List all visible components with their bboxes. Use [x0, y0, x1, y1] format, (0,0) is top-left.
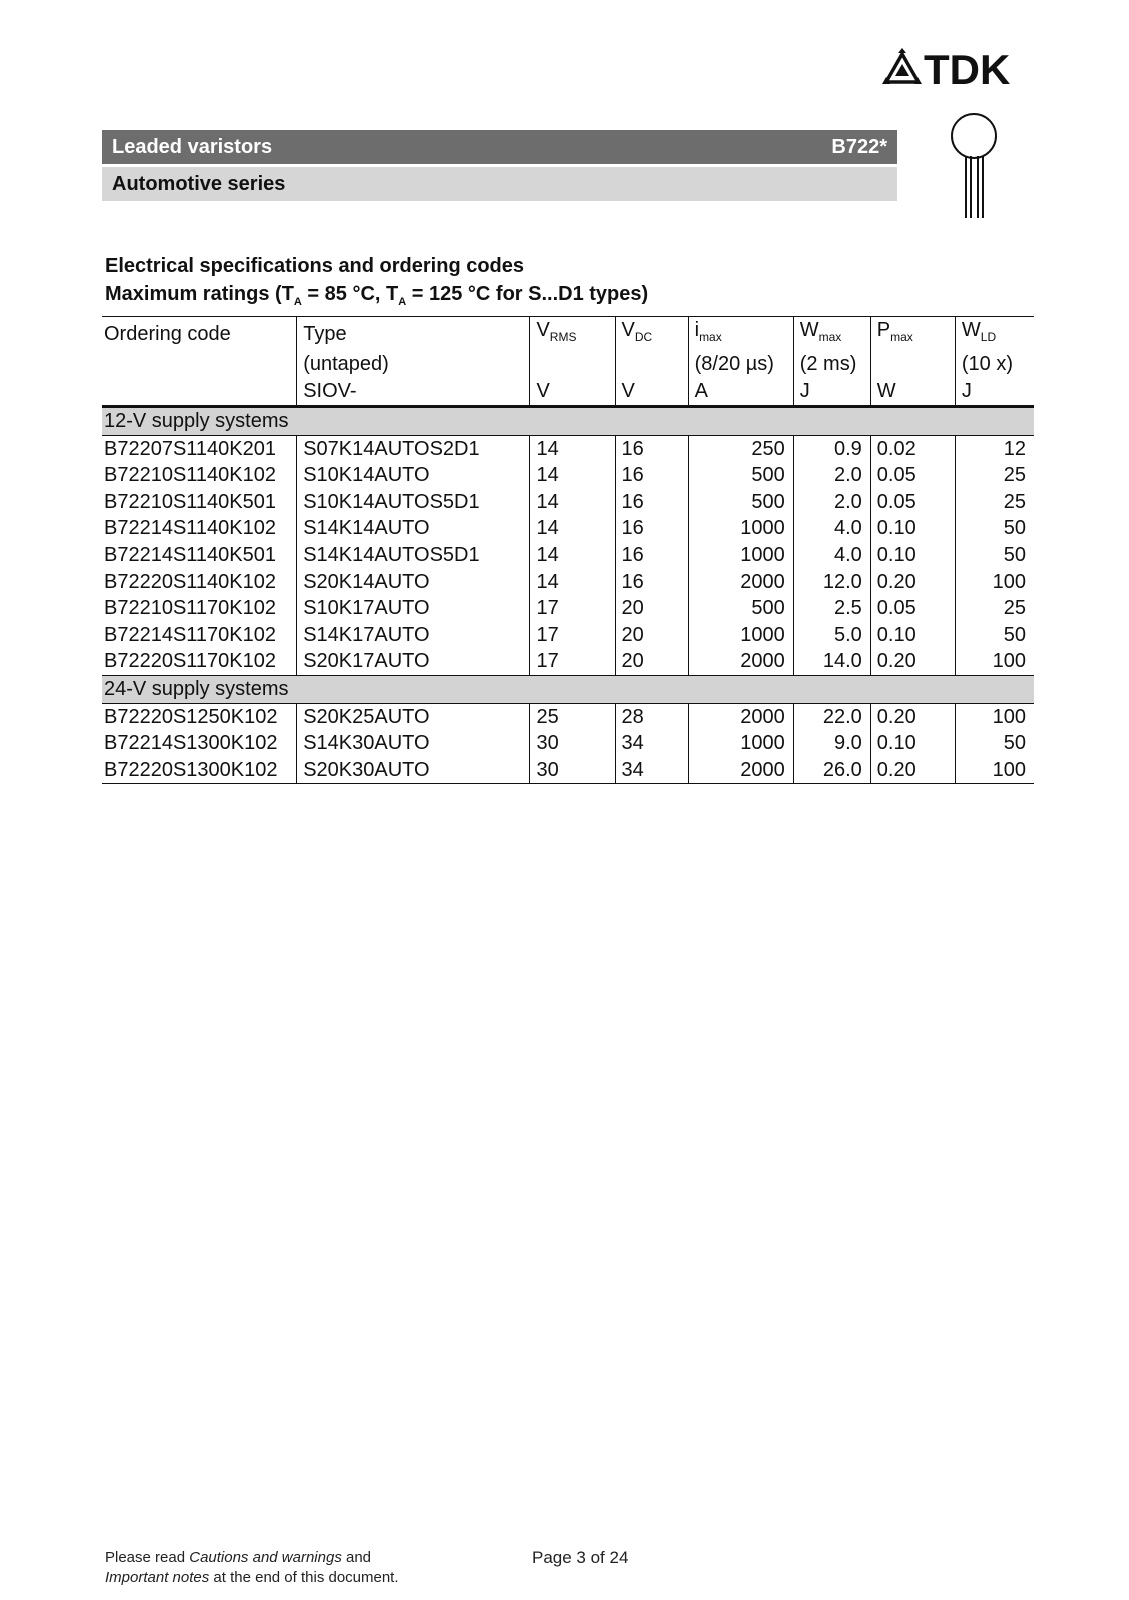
supply-system-group-row	[102, 407, 1034, 436]
vrms-cell: 25	[530, 703, 615, 730]
supply-system-group-row	[102, 675, 1034, 703]
unit-pmax: W	[870, 378, 955, 407]
imax-cell: 1000	[688, 622, 793, 649]
unit-imax: A	[688, 378, 793, 407]
ordering-code-cell: B72210S1140K102	[104, 464, 277, 487]
vrms-cell: 14	[530, 489, 615, 516]
vdc-cell: 20	[615, 622, 688, 649]
wld-cell: 50	[955, 542, 1034, 569]
ordering-code-cell: B72214S1170K102	[104, 623, 277, 646]
table-row	[102, 569, 1034, 596]
pmax-cell: 0.10	[870, 622, 955, 649]
header-row	[102, 351, 1034, 378]
type-cell: S20K30AUTO	[297, 757, 530, 784]
tdk-logo	[882, 48, 1032, 90]
ordering-code-cell: B72207S1140K201	[104, 437, 277, 460]
imax-cell: 2000	[688, 569, 793, 596]
imax-cell: 500	[688, 462, 793, 489]
pmax-cell: 0.10	[870, 542, 955, 569]
table-row	[102, 757, 1034, 784]
pmax-cell: 0.02	[870, 435, 955, 462]
imax-cell: 1000	[688, 542, 793, 569]
ordering-code-cell: B72214S1140K501	[104, 543, 277, 566]
wmax-cell: 2.0	[793, 462, 870, 489]
wmax-cell: 2.5	[793, 595, 870, 622]
wld-cell: 50	[955, 730, 1034, 757]
ordering-code-cell: B72220S1250K102	[104, 705, 278, 728]
vdc-cell: 16	[615, 542, 688, 569]
vdc-cell: 16	[615, 435, 688, 462]
vrms-cell: 14	[530, 569, 615, 596]
wmax-cell: 2.0	[793, 489, 870, 516]
type-cell: S07K14AUTOS2D1	[297, 435, 530, 462]
vdc-cell: 20	[615, 648, 688, 675]
table-row	[102, 595, 1034, 622]
pmax-cell: 0.20	[870, 757, 955, 784]
tdk-emblem-icon	[882, 48, 922, 84]
col-type-line3: SIOV-	[297, 378, 530, 407]
part-code: B722*	[831, 135, 887, 158]
spec-table-body	[102, 407, 1034, 784]
type-cell: S20K14AUTO	[297, 569, 530, 596]
logo-wordmark: TDK	[924, 48, 1011, 90]
col-wmax-line2: (2 ms)	[793, 351, 870, 378]
vrms-cell: 30	[530, 757, 615, 784]
imax-cell: 1000	[688, 730, 793, 757]
type-cell: S14K14AUTO	[297, 515, 530, 542]
type-cell: S10K14AUTO	[297, 462, 530, 489]
group-label: 24-V supply systems	[102, 675, 1034, 703]
wmax-cell: 9.0	[793, 730, 870, 757]
ordering-code-cell: B72214S1300K102	[104, 732, 278, 755]
col-imax-line2: (8/20 µs)	[688, 351, 793, 378]
wmax-cell: 0.9	[793, 435, 870, 462]
pmax-cell: 0.05	[870, 595, 955, 622]
wld-cell: 50	[955, 515, 1034, 542]
imax-cell: 500	[688, 595, 793, 622]
type-cell: S20K25AUTO	[297, 703, 530, 730]
vdc-cell: 20	[615, 595, 688, 622]
wld-cell: 100	[955, 703, 1034, 730]
spec-table	[102, 316, 1034, 784]
product-family: Leaded varistors	[112, 135, 273, 158]
wmax-cell: 4.0	[793, 515, 870, 542]
tdk-logo-graphic	[882, 48, 1032, 90]
type-cell: S20K17AUTO	[297, 648, 530, 675]
vrms-cell: 14	[530, 542, 615, 569]
table-row	[102, 542, 1034, 569]
wld-cell: 100	[955, 757, 1034, 784]
ordering-code-cell: B72220S1170K102	[104, 650, 277, 673]
ordering-code-cell: B72220S1300K102	[102, 757, 297, 784]
vrms-cell: 17	[530, 595, 615, 622]
table-row	[102, 648, 1034, 675]
vrms-cell: 30	[530, 730, 615, 757]
imax-cell: 2000	[688, 757, 793, 784]
vdc-cell: 16	[615, 569, 688, 596]
col-ordering-code: Ordering code	[102, 317, 297, 352]
series-name: Automotive series	[112, 172, 286, 195]
col-wld: $W_{LD}$	[955, 317, 1034, 352]
col-vrms: $V_{RMS}$	[530, 317, 615, 352]
wmax-cell: 5.0	[793, 622, 870, 649]
col-imax: $i_{max}$	[688, 317, 793, 352]
col-vdc: $V_{DC}$	[615, 317, 688, 352]
table-row	[102, 462, 1034, 489]
wld-cell: 100	[955, 569, 1034, 596]
table-row	[102, 515, 1034, 542]
series-banner	[102, 167, 897, 201]
wmax-cell: 4.0	[793, 542, 870, 569]
vrms-cell: 17	[530, 648, 615, 675]
vdc-cell: 34	[615, 757, 688, 784]
wld-cell: 25	[955, 489, 1034, 516]
imax-cell: 2000	[688, 648, 793, 675]
section-heading	[105, 252, 648, 316]
imax-cell: 500	[688, 489, 793, 516]
wmax-cell: 26.0	[793, 757, 870, 784]
vrms-cell: 14	[530, 435, 615, 462]
imax-cell: 2000	[688, 703, 793, 730]
page-number: Page 3 of 24	[532, 1548, 629, 1567]
col-pmax: $P_{max}$	[870, 317, 955, 352]
pmax-cell: 0.05	[870, 489, 955, 516]
footer-note: Please read Cautions and warnings and Important notes at the end of this document.	[105, 1549, 399, 1586]
pmax-cell: 0.10	[870, 515, 955, 542]
table-row	[102, 622, 1034, 649]
pmax-cell: 0.20	[870, 703, 955, 730]
table-row	[102, 435, 1034, 462]
pmax-cell: 0.20	[870, 569, 955, 596]
wmax-cell: 14.0	[793, 648, 870, 675]
wmax-cell: 12.0	[793, 569, 870, 596]
group-label: 12-V supply systems	[102, 407, 1034, 436]
vdc-cell: 16	[615, 515, 688, 542]
type-cell: S14K14AUTOS5D1	[297, 542, 530, 569]
unit-vrms: V	[530, 378, 615, 407]
ordering-code-cell: B72214S1140K102	[104, 517, 277, 540]
pmax-cell: 0.05	[870, 462, 955, 489]
col-type: Type	[297, 317, 530, 352]
vrms-cell: 17	[530, 622, 615, 649]
varistor-icon	[947, 112, 1001, 222]
vrms-cell: 14	[530, 515, 615, 542]
ordering-code-cell: B72210S1140K501	[104, 490, 277, 513]
header-units-row	[102, 378, 1034, 407]
col-wmax: $W_{max}$	[793, 317, 870, 352]
unit-vdc: V	[615, 378, 688, 407]
vdc-cell: 28	[615, 703, 688, 730]
wld-cell: 25	[955, 462, 1034, 489]
pmax-cell: 0.20	[870, 648, 955, 675]
vdc-cell: 16	[615, 489, 688, 516]
vdc-cell: 34	[615, 730, 688, 757]
section-title: Electrical specifications and ordering codes	[105, 255, 525, 277]
ordering-code-cell: B72210S1170K102	[104, 597, 277, 620]
wld-cell: 50	[955, 622, 1034, 649]
pmax-cell: 0.10	[870, 730, 955, 757]
vrms-cell: 14	[530, 462, 615, 489]
wld-cell: 100	[955, 648, 1034, 675]
table-row	[102, 703, 1034, 730]
header-row	[102, 317, 1034, 352]
product-banner	[102, 130, 897, 164]
type-cell: S10K17AUTO	[297, 595, 530, 622]
col-type-line2: (untaped)	[297, 351, 530, 378]
unit-wld: J	[955, 378, 1034, 407]
type-cell: S14K30AUTO	[297, 730, 530, 757]
type-cell: S10K14AUTOS5D1	[297, 489, 530, 516]
type-cell: S14K17AUTO	[297, 622, 530, 649]
wld-cell: 25	[955, 595, 1034, 622]
wmax-cell: 22.0	[793, 703, 870, 730]
section-subtitle: Maximum ratings ($T_A = 85$ °C, $T_A = 125$ °C for S...D1 types)	[105, 283, 649, 308]
unit-wmax: J	[793, 378, 870, 407]
ordering-code-cell: B72220S1140K102	[104, 570, 277, 593]
imax-cell: 1000	[688, 515, 793, 542]
table-row	[102, 730, 1034, 757]
table-row	[102, 489, 1034, 516]
vdc-cell: 16	[615, 462, 688, 489]
col-wld-line2: (10 x)	[955, 351, 1034, 378]
wld-cell: 12	[955, 435, 1034, 462]
imax-cell: 250	[688, 435, 793, 462]
